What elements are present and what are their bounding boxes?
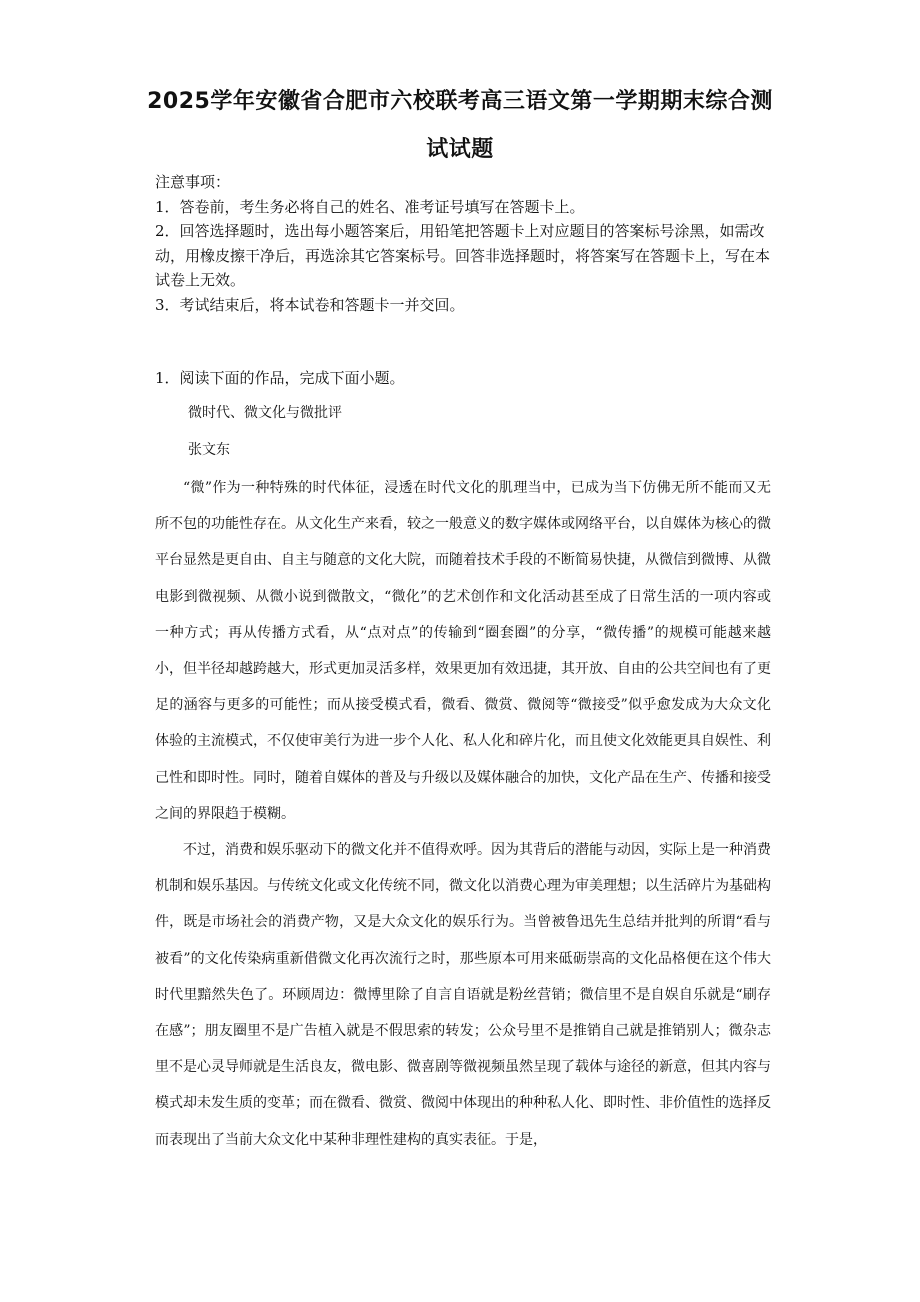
document-title: 2025学年安徽省合肥市六校联考高三语文第一学期期末综合测	[147, 89, 773, 114]
article-paragraph: “微”作为一种特殊的时代体征，浸透在时代文化的肌理当中，已成为当下仿佛无所不能而又无所不包的功能性存在。从文化生产来看，较之一般意义的数字媒体或网络平台，以自媒体为核心的微平台显然是更自由、自主与随意的文化大院，而随着技术手段的不断简易快捷，从微信到微博、从微电影到微视频、从微小说到微散文，“微化”的艺术创作和文化活动甚至成了日常生活的一项内容或一种方式；再从传播方式看，从“点对点”的传输到“圈套圈”的分享，“微传播”的规模可能越来越小，但半径却越跨越大，形式更加灵活多样，效果更加有效迅捷，其开放、自由的公共空间也有了更足的涵容与更多的可能性；而从接受模式看，微看、微赏、微阅等“微接受”似乎愈发成为大众文化体验的主流模式，不仅使审美行为进一步个人化、私人化和碎片化，而且使文化效能更具自娱性、利己性和即时性。同时，随着自媒体的普及与升级以及媒体融合的加快，文化产品在生产、传播和接受之间的界限趋于模糊。	[155, 480, 771, 822]
article-paragraph: 不过，消费和娱乐驱动下的微文化并不值得欢呼。因为其背后的潜能与动因，实际上是一种消费机制和娱乐基因。与传统文化或文化传统不同，微文化以消费心理为审美理想；以生活碎片为基础构件，既是市场社会的消费产物，又是大众文化的娱乐行为。当曾被鲁迅先生总结并批判的所谓“看与被看”的文化传染病重新借微文化再次流行之时，那些原本可用来砥砺崇高的文化品格便在这个伟大时代里黯然失色了。环顾周边：微博里除了自言自语就是粉丝营销；微信里不是自娱自乐就是“刷存在感”；朋友圈里不是广告植入就是不假思索的转发；公众号里不是推销自己就是推销别人；微杂志里不是心灵导师就是生活良友，微电影、微喜剧等微视频虽然呈现了载体与途径的新意，但其内容与模式却未发生质的变革；而在微看、微赏、微阅中体现出的种种私人化、即时性、非价值性的选择反而表现出了当前大众文化中某种非理性建构的真实表征。于是，	[155, 842, 771, 1148]
question-prompt: 1．阅读下面的作品，完成下面小题。	[155, 369, 405, 387]
notes-item: 1．答卷前，考生务必将自己的姓名、准考证号填写在答题卡上。	[155, 197, 585, 216]
document-title-continued: 试试题	[426, 137, 494, 162]
article-title: 微时代、微文化与微批评	[188, 405, 342, 421]
exam-notes	[155, 170, 775, 317]
notes-item: 3．考试结束后，将本试卷和答题卡一并交回。	[155, 295, 465, 314]
article-author: 张文东	[188, 442, 230, 458]
notes-heading: 注意事项：	[155, 173, 231, 191]
notes-item: 2．回答选择题时，选出每小题答案后，用铅笔把答题卡上对应题目的答案标号涂黑，如需改动，用橡皮擦干净后，再选涂其它答案标号。回答非选择题时，将答案写在答题卡上，写在本试卷上无效。	[155, 222, 771, 289]
article-body	[155, 470, 771, 1158]
